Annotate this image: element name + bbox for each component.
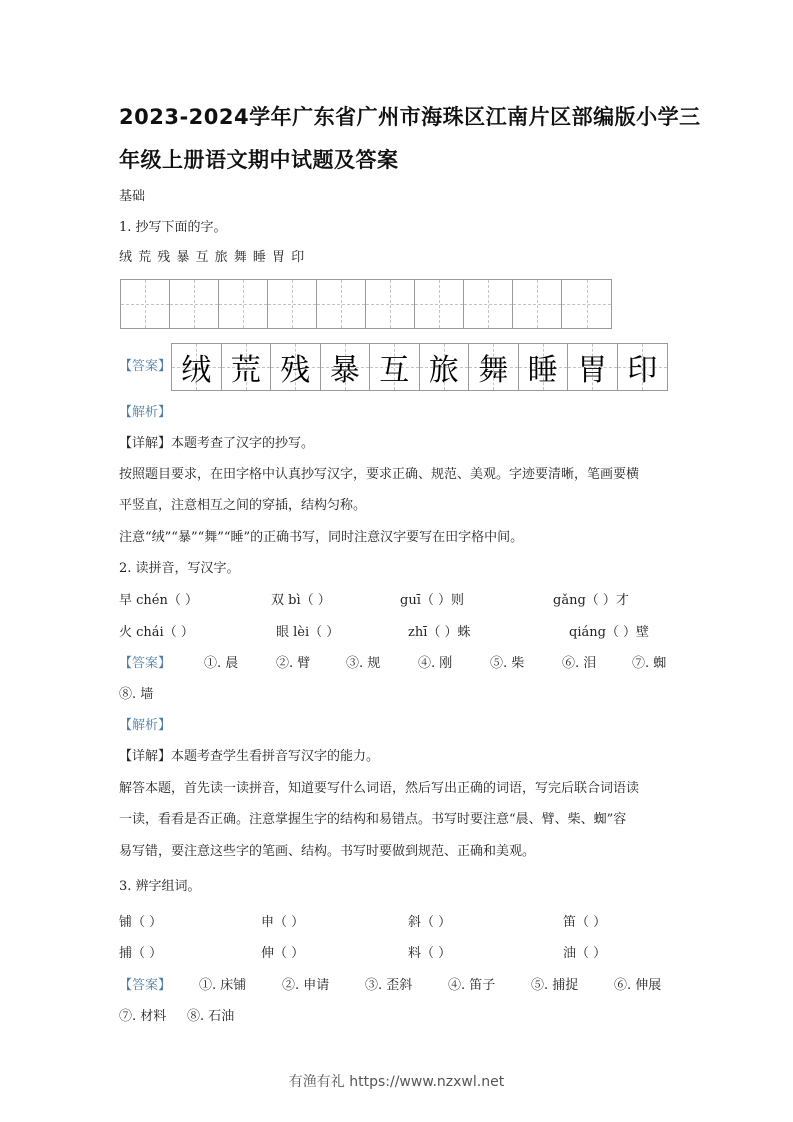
grid-cell [219,280,268,328]
q3-answer-5: ⑤. 捕捉 [531,978,579,993]
answer-cell [222,344,272,390]
grid-cell [513,280,562,328]
q3-answer-tag: 【答案】 [119,978,172,993]
q2-answer-4: ④. 刚 [418,656,453,671]
q2-prompt: 2. 读拼音，写汉字。 [119,561,240,576]
answer-char: 睡 [527,353,558,388]
grid-cell [121,280,170,328]
q3-answer-4: ④. 笛子 [448,978,496,993]
q1-answer-grid [171,343,668,391]
q2-item-3: guī（ ）则 [400,593,464,608]
q2-item-2: 双 bì（ ） [271,593,331,608]
q2-answer-6: ⑥. 泪 [562,656,597,671]
q3-answer-8: ⑧. 石油 [187,1009,235,1024]
q3-answer-6: ⑥. 伸展 [614,978,662,993]
q2-answer-1: ①. 晨 [204,656,239,671]
q2-item-8: qiáng（ ）壁 [569,625,650,640]
q2-detail: 【详解】本题考查学生看拼音写汉字的能力。 [119,749,380,764]
footer-watermark: 有渔有礼 https://www.nzxwl.net [288,1074,505,1090]
q3-item-8: 油（ ） [563,946,607,961]
q3-answer-3: ③. 歪斜 [365,978,413,993]
grid-cell [170,280,219,328]
answer-cell [568,344,618,390]
q3-item-2: 申（ ） [261,915,305,930]
q1-empty-grid [120,279,612,329]
answer-char: 印 [627,353,658,388]
q2-item-1: 早 chén（ ） [119,593,198,608]
q3-answer-7: ⑦. 材料 [119,1009,167,1024]
grid-cell [268,280,317,328]
q2-answer-tag: 【答案】 [119,656,172,671]
q2-item-5: 火 chái（ ） [119,625,194,640]
q1-analysis-tag: 【解析】 [119,405,172,420]
q2-answer-2: ②. 臂 [276,656,311,671]
q3-item-6: 伸（ ） [261,946,305,961]
grid-cell [562,280,611,328]
q3-answer-2: ②. 申请 [282,978,330,993]
q2-para-3: 易写错，要注意这些字的笔画、结构。书写时要做到规范、正确和美观。 [119,844,536,859]
q3-item-4: 笛（ ） [563,915,607,930]
q2-item-4: gǎng（ ）才 [553,593,629,608]
answer-cell [271,344,321,390]
answer-cell [172,344,222,390]
grid-cell [464,280,513,328]
q1-chars: 绒 荒 残 暴 互 旅 舞 睡 胃 印 [119,250,306,265]
grid-cell [317,280,366,328]
q3-prompt: 3. 辨字组词。 [119,879,201,894]
q2-para-1: 解答本题，首先读一读拼音，知道要写什么词语，然后写出正确的词语，写完后联合词语读 [119,781,640,796]
q2-answer-5: ⑤. 柴 [490,656,525,671]
answer-cell [519,344,569,390]
q3-item-7: 料（ ） [408,946,452,961]
answer-char: 旅 [428,353,459,388]
q3-answer-1: ①. 床铺 [199,978,247,993]
answer-char: 舞 [478,353,509,388]
q2-item-6: 眼 lèi（ ） [276,625,340,640]
q1-para-3: 注意“绒”“暴”“舞”“睡”的正确书写，同时注意汉字要写在田字格中间。 [119,530,524,545]
answer-cell [370,344,420,390]
answer-cell [618,344,668,390]
q2-answer-8: ⑧. 墙 [119,687,154,702]
q2-answer-3: ③. 规 [346,656,381,671]
answer-char: 荒 [230,353,261,388]
answer-char: 暴 [329,353,360,388]
q1-para-1: 按照题目要求，在田字格中认真抄写汉字，要求正确、规范、美观。字迹要清晰，笔画要横 [119,467,640,482]
answer-char: 互 [379,353,410,388]
q1-answer-tag: 【答案】 [119,359,172,374]
q2-item-7: zhī（ ）蛛 [408,625,471,640]
section-heading: 基础 [119,189,146,204]
q3-item-3: 斜（ ） [408,915,452,930]
q1-detail: 【详解】本题考查了汉字的抄写。 [119,436,315,451]
q1-para-2: 平竖直，注意相互之间的穿插，结构匀称。 [119,498,367,513]
q3-item-1: 铺（ ） [119,915,163,930]
answer-cell [321,344,371,390]
q2-analysis-tag: 【解析】 [119,718,172,733]
answer-char: 残 [280,353,311,388]
q2-answer-7: ⑦. 蜘 [632,656,667,671]
doc-title-line-1: 2023-2024学年广东省广州市海珠区江南片区部编版小学三 [119,105,701,129]
q2-para-2: 一读，看看是否正确。注意掌握生字的结构和易错点。书写时要注意“晨、臂、柴、蜘”容 [119,812,627,827]
q1-prompt: 1. 抄写下面的字。 [119,220,227,235]
grid-cell [415,280,464,328]
answer-cell [469,344,519,390]
answer-char: 绒 [181,353,212,388]
grid-cell [366,280,415,328]
answer-cell [420,344,470,390]
answer-char: 胃 [577,353,608,388]
q3-item-5: 捕（ ） [119,946,163,961]
doc-title-line-2: 年级上册语文期中试题及答案 [119,148,399,172]
